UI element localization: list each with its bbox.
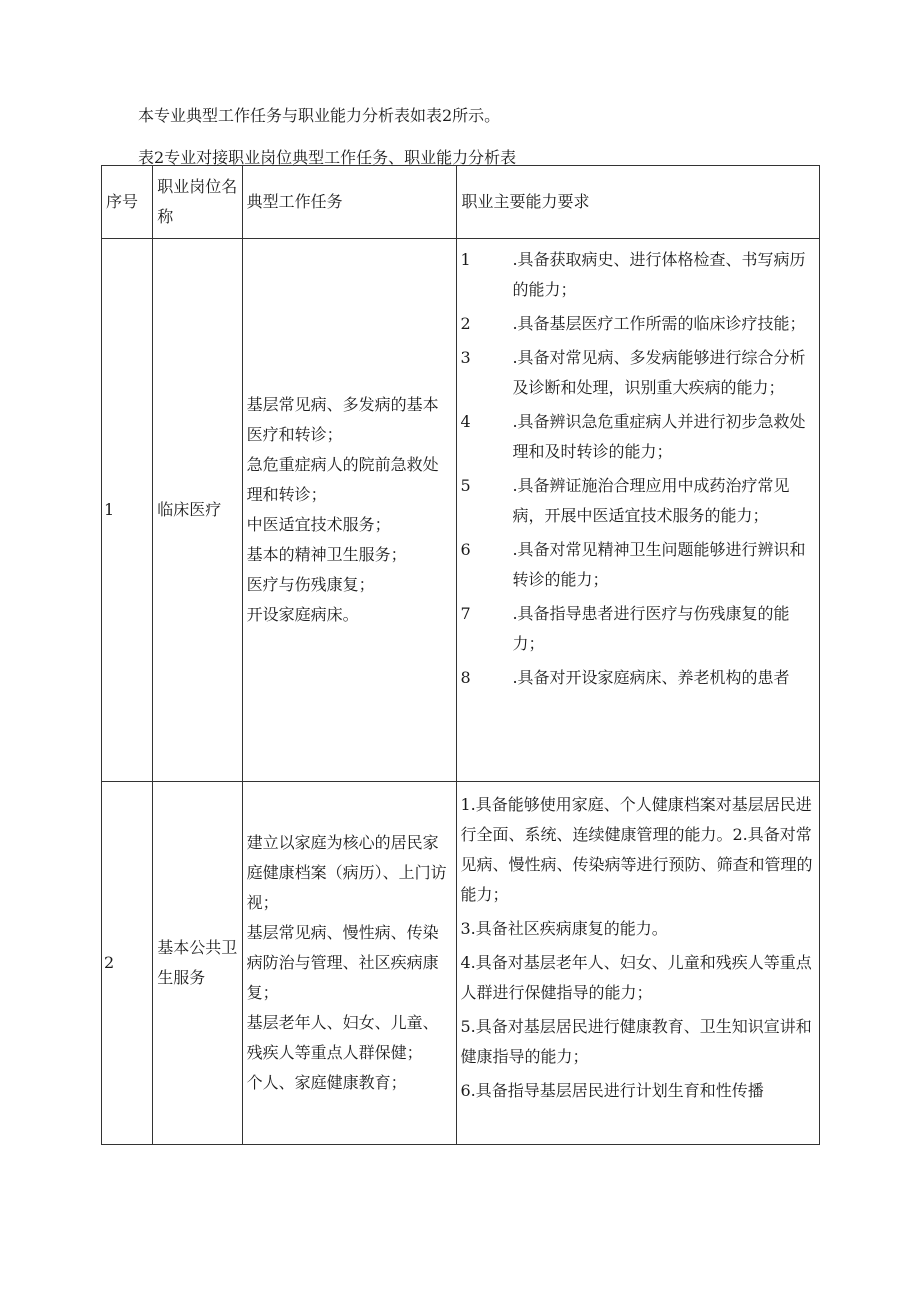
header-abilities: 职业主要能力要求 [461, 192, 590, 211]
task-item: 开设家庭病床。 [246, 605, 359, 624]
ability-text: .具备获取病史、进行体格检查、书写病历的能力； [512, 250, 806, 299]
ability-item: 1.具备能够使用家庭、个人健康档案对基层居民进行全面、系统、连续健康管理的能力。2.具备对常见病、慢性病、传染病等进行预防、筛查和管理的能力； [460, 795, 813, 904]
ability-item: 5.具备对基层居民进行健康教育、卫生知识宣讲和健康指导的能力； [460, 1017, 812, 1066]
ability-item [460, 309, 815, 339]
ability-item [460, 471, 815, 531]
task-item: 急危重症病人的院前急救处理和转诊； [246, 455, 439, 504]
ability-number: 6 [460, 540, 471, 559]
ability-number: 1 [460, 250, 471, 269]
ability-number: 7 [460, 604, 471, 623]
position-cell [153, 239, 242, 782]
ability-text: .具备指导患者进行医疗与伤残康复的能力； [512, 604, 790, 653]
ability-number: 8 [460, 668, 471, 687]
ability-item [460, 245, 815, 305]
ability-item: 4.具备对基层老年人、妇女、儿童和残疾人等重点人群进行保健指导的能力； [460, 953, 812, 1002]
task-item: 基层常见病、慢性病、传染病防治与管理、社区疾病康复； [246, 923, 439, 1002]
intro-text: 本专业典型工作任务与职业能力分析表如表2所示。 [138, 106, 501, 125]
ability-text: .具备基层医疗工作所需的临床诊疗技能； [512, 314, 806, 333]
header-tasks: 典型工作任务 [246, 192, 343, 211]
ability-text: .具备对开设家庭病床、养老机构的患者 [512, 668, 790, 687]
abilities-cell [457, 782, 820, 1145]
ability-text: .具备辨证施治合理应用中成药治疗常见病，开展中医适宜技术服务的能力； [512, 476, 790, 525]
ability-item [460, 343, 815, 403]
ability-item [460, 535, 815, 595]
ability-number: 2 [460, 314, 471, 333]
task-item: 建立以家庭为核心的居民家庭健康档案（病历）、上门访视； [246, 833, 447, 912]
ability-analysis-table [101, 165, 820, 1145]
header-cell-abilities [457, 166, 820, 239]
header-cell-no [102, 166, 153, 239]
ability-item [460, 407, 815, 467]
position-name: 临床医疗 [157, 500, 222, 519]
ability-number: 4 [460, 412, 471, 431]
ability-item [460, 663, 815, 693]
row-number: 2 [104, 953, 115, 972]
task-item: 基本的精神卫生服务； [246, 545, 407, 564]
header-cell-position [153, 166, 242, 239]
task-item: 中医适宜技术服务； [246, 515, 391, 534]
task-item: 医疗与伤残康复； [246, 575, 375, 594]
table-row [102, 239, 820, 782]
row-number-cell [102, 782, 153, 1145]
task-item: 个人、家庭健康教育； [246, 1073, 407, 1092]
tasks-cell [242, 239, 457, 782]
ability-item: 6.具备指导基层居民进行计划生育和性传播 [460, 1081, 764, 1100]
header-no: 序号 [106, 192, 139, 211]
ability-text: .具备辨识急危重症病人并进行初步急救处理和及时转诊的能力； [512, 412, 806, 461]
ability-item [460, 599, 815, 659]
task-item: 基层常见病、多发病的基本医疗和转诊； [246, 395, 439, 444]
header-position: 职业岗位名称 [157, 177, 238, 226]
table-caption: 表2专业对接职业岗位典型工作任务、职业能力分析表 [138, 148, 517, 167]
ability-text: .具备对常见精神卫生问题能够进行辨识和转诊的能力； [512, 540, 806, 589]
table-row [102, 782, 820, 1145]
ability-item: 3.具备社区疾病康复的能力。 [460, 919, 668, 938]
ability-text: .具备对常见病、多发病能够进行综合分析及诊断和处理，识别重大疾病的能力； [512, 348, 806, 397]
table-header-row [102, 166, 820, 239]
ability-number: 3 [460, 348, 471, 367]
row-number: 1 [104, 500, 115, 519]
tasks-cell [242, 782, 457, 1145]
position-cell [153, 782, 242, 1145]
ability-number: 5 [460, 476, 471, 495]
position-name: 基本公共卫生服务 [157, 938, 238, 987]
row-number-cell [102, 239, 153, 782]
abilities-cell [457, 239, 820, 782]
task-item: 基层老年人、妇女、儿童、残疾人等重点人群保健； [246, 1013, 439, 1062]
header-cell-tasks [242, 166, 457, 239]
